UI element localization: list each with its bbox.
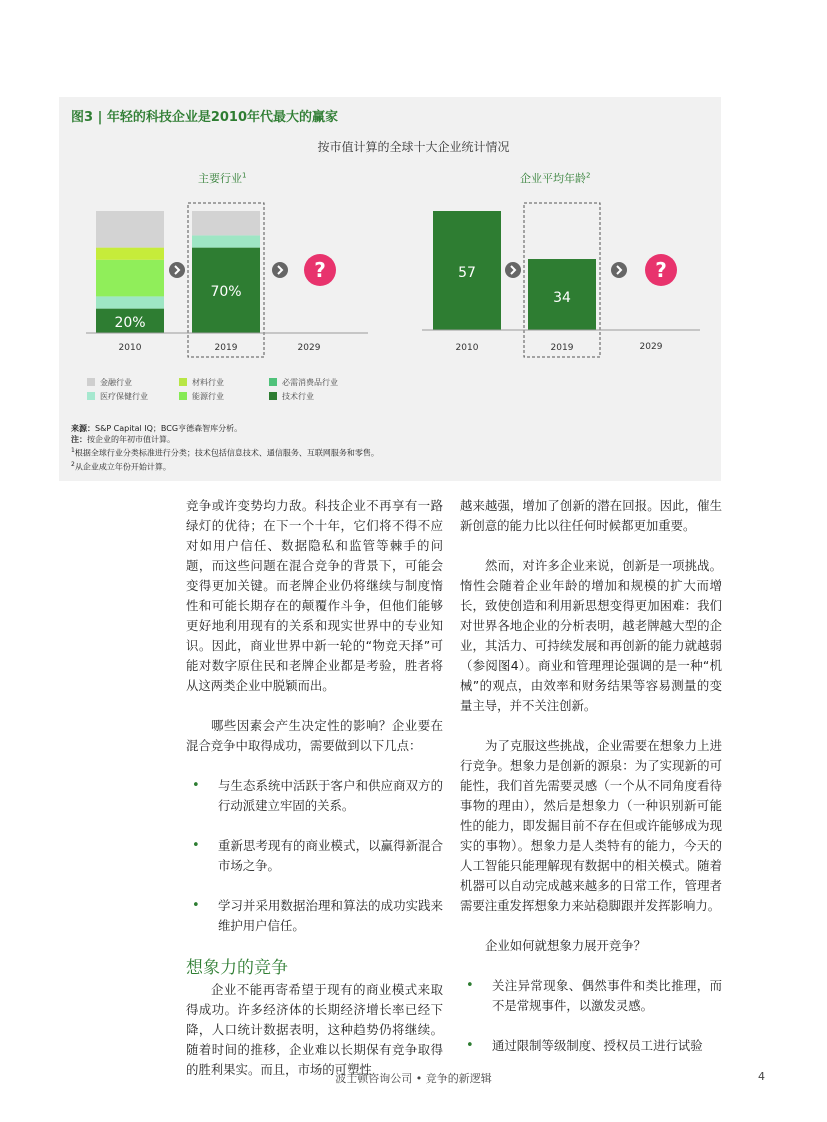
figure-notes bbox=[71, 423, 379, 472]
paragraph: 企业如何就想象力展开竞争？ bbox=[485, 938, 647, 953]
source-note: 来源：S&P Capital IQ；BCG亨德森智库分析。 bbox=[71, 424, 243, 433]
paragraph: 越来越强，增加了创新的潜在回报。因此，催生新创意的能力比以往任何时候都更加重要。 bbox=[460, 498, 722, 533]
x-tick-label: 2029 bbox=[297, 343, 321, 353]
legend-swatch bbox=[87, 392, 95, 400]
data-label: 70% bbox=[210, 284, 242, 300]
bar-segment bbox=[96, 248, 164, 260]
bullet-dot-icon: • bbox=[466, 1038, 474, 1053]
figure-title: 图3 | 年轻的科技企业是2010年代最大的赢家 bbox=[71, 110, 339, 125]
chevron-right-icon bbox=[505, 262, 521, 278]
age-chart-title: 企业平均年龄$^2$ bbox=[520, 171, 591, 185]
right-column bbox=[460, 496, 722, 1056]
bar-segment bbox=[96, 260, 164, 297]
legend-item: 必需消费品行业 bbox=[269, 377, 338, 388]
bullet-item: • 学习并采用数据治理和算法的成功实践来维护用户信任。 bbox=[192, 898, 443, 933]
question-mark-label: ? bbox=[655, 258, 667, 282]
data-label: 34 bbox=[553, 290, 571, 306]
paragraph: 哪些因素会产生决定性的影响？企业要在混合竞争中取得成功，需要做到以下几点： bbox=[186, 718, 443, 753]
legend-item: 金融行业 bbox=[87, 377, 132, 388]
legend-swatch bbox=[87, 378, 95, 386]
section-heading: 想象力的竞争 bbox=[186, 958, 288, 978]
bullet-dot-icon: • bbox=[192, 838, 200, 853]
legend-item: 材料行业 bbox=[179, 377, 224, 388]
paragraph: 竞争或许变势均力敌。科技企业不再享有一路绿灯的优待；在下一个十年，它们将不得不应对如用户信任、数据隐私和监管等棘手的问题，而这些问题在混合竞争的背景下，可能会变得更加关键。而老牌企业仍将继续与制度惰性和可能长期存在的颠覆作斗争，但他们能够更好地利用现有的关系和现实世界中的专业知识。因此，商业世界中新一轮的“物竞天择”可能对数字原住民和老牌企业都是考验，胜者将从这两类企业中脱颖而出。 bbox=[186, 498, 443, 693]
x-tick-label: 2010 bbox=[118, 343, 142, 353]
bullet-item: • 关注异常现象、偶然事件和类比推理，而不是常规事件，以激发灵感。 bbox=[466, 978, 722, 1013]
x-tick-label: 2029 bbox=[639, 342, 663, 352]
paragraph: 企业不能再寄希望于现有的商业模式来取得成功。许多经济体的长期经济增长率已经下降，人口统计数据表明，这种趋势仍将继续。随着时间的推移，企业难以长期保有竞争取得的胜利果实。而且，市场的可塑性 bbox=[186, 982, 443, 1077]
bullet-dot-icon: • bbox=[192, 778, 200, 793]
bullet-dot-icon: • bbox=[466, 978, 474, 993]
bullet-item: • 重新思考现有的商业模式，以赢得新混合市场之争。 bbox=[192, 838, 443, 873]
bar-segment bbox=[96, 296, 164, 308]
legend-swatch bbox=[179, 378, 187, 386]
page-number: 4 bbox=[758, 1070, 765, 1083]
figure-subtitle: 按市值计算的全球十大企业统计情况 bbox=[317, 140, 510, 154]
left-column bbox=[186, 496, 443, 1080]
bar-segment bbox=[192, 211, 260, 235]
x-tick-label: 2010 bbox=[455, 343, 479, 353]
chevron-right-icon bbox=[169, 262, 185, 278]
page-footer: 波士顿咨询公司 • 竞争的新逻辑 bbox=[335, 1072, 492, 1085]
general-note: 注：按企业的年初市值计算。 bbox=[71, 435, 175, 444]
industry-chart-title: 主要行业$^1$ bbox=[198, 171, 247, 185]
bullet-dot-icon: • bbox=[192, 898, 200, 913]
footnote-1: $^1$根据全球行业分类标准进行分类；技术包括信息技术、通信服务、互联网服务和零售。 bbox=[71, 447, 379, 458]
data-label: 57 bbox=[458, 265, 476, 281]
data-label: 20% bbox=[114, 315, 146, 331]
legend-swatch bbox=[269, 392, 277, 400]
legend-swatch bbox=[269, 378, 277, 386]
x-tick-label: 2019 bbox=[214, 343, 238, 353]
paragraph: 然而，对许多企业来说，创新是一项挑战。惰性会随着企业年龄的增加和规模的扩大而增长，致使创造和利用新思想变得更加困难：我们对世界各地企业的分析表明，越老牌越大型的企业，其活力、可持续发展和再创新的能力就越弱（参阅图4）。商业和管理理论强调的是一种“机械”的观点，由效率和财务结果等容易测量的变量主导，并不关注创新。 bbox=[460, 558, 722, 713]
chevron-right-icon bbox=[272, 262, 288, 278]
legend-item: 技术行业 bbox=[269, 391, 314, 402]
question-mark-label: ? bbox=[314, 258, 326, 282]
legend-item: 能源行业 bbox=[179, 391, 224, 402]
x-tick-label: 2019 bbox=[550, 343, 574, 353]
bar-segment bbox=[192, 235, 260, 247]
chevron-right-icon bbox=[611, 262, 627, 278]
footnote-2: $^2$从企业成立年份开始计算。 bbox=[71, 460, 171, 472]
paragraph: 为了克服这些挑战，企业需要在想象力上进行竞争。想象力是创新的源泉：为了实现新的可能性，我们首先需要灵感（一个从不同角度看待事物的理由），然后是想象力（一种识别新可能性的能力，即发掘目前不存在但或许能够成为现实的事物）。想象力是人类特有的能力，今天的人工智能只能理解现有数据中的相关模式。随着机器可以自动完成越来越多的日常工作，管理者需要注重发挥想象力来站稳脚跟并发挥影响力。 bbox=[460, 738, 722, 913]
bullet-item: • 与生态系统中活跃于客户和供应商双方的行动派建立牢固的关系。 bbox=[192, 778, 443, 813]
legend-swatch bbox=[179, 392, 187, 400]
bullet-item: • 通过限制等级制度、授权员工进行试验 bbox=[460, 1036, 722, 1056]
bar-segment bbox=[96, 211, 164, 248]
legend-item: 医疗保健行业 bbox=[87, 391, 148, 402]
